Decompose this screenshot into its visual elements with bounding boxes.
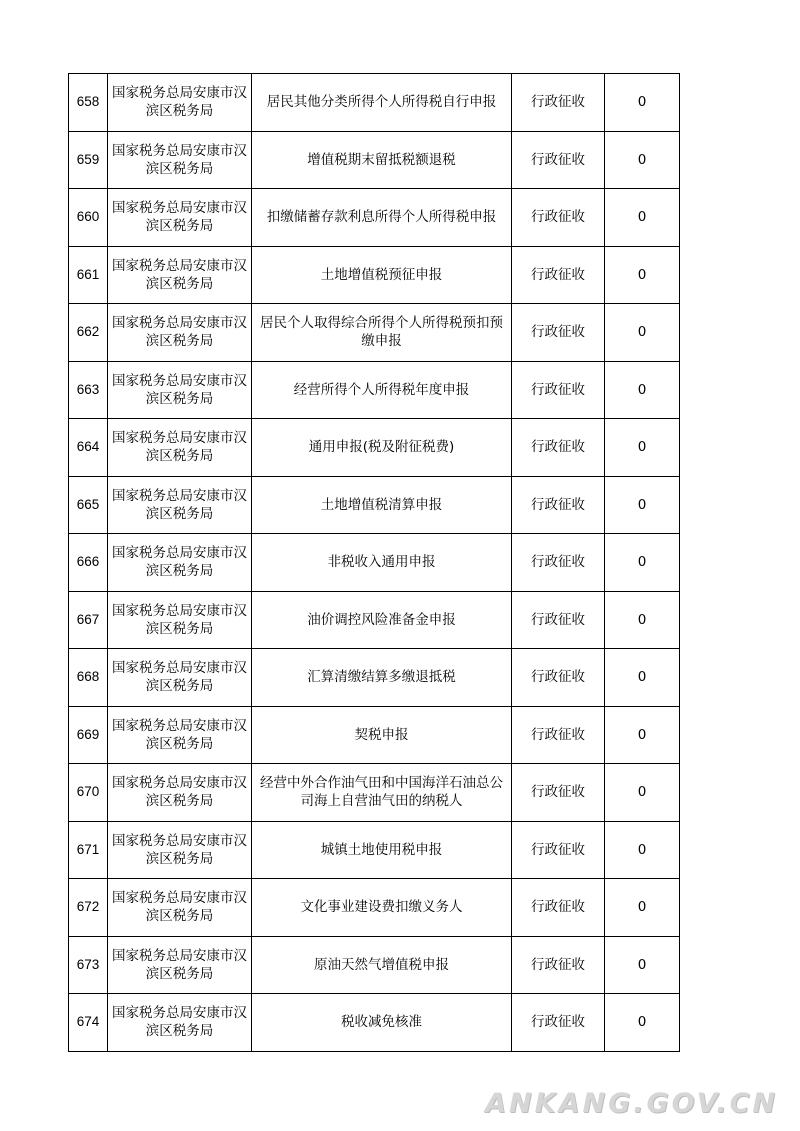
agency-cell: 国家税务总局安康市汉滨区税务局 — [108, 821, 252, 879]
agency-cell: 国家税务总局安康市汉滨区税务局 — [108, 879, 252, 937]
category-cell: 行政征收 — [512, 764, 605, 822]
category-cell: 行政征收 — [512, 591, 605, 649]
records-table-body — [69, 74, 680, 1052]
row-number-cell: 673 — [69, 936, 108, 994]
table-row — [69, 764, 680, 822]
row-number-cell: 659 — [69, 131, 108, 189]
count-cell: 0 — [605, 246, 680, 304]
agency-cell: 国家税务总局安康市汉滨区税务局 — [108, 246, 252, 304]
agency-cell: 国家税务总局安康市汉滨区税务局 — [108, 591, 252, 649]
agency-cell: 国家税务总局安康市汉滨区税务局 — [108, 534, 252, 592]
table-row — [69, 994, 680, 1052]
table-row — [69, 821, 680, 879]
agency-cell: 国家税务总局安康市汉滨区税务局 — [108, 361, 252, 419]
row-number-cell: 665 — [69, 476, 108, 534]
table-row — [69, 419, 680, 477]
category-cell: 行政征收 — [512, 936, 605, 994]
count-cell: 0 — [605, 361, 680, 419]
service-item-cell: 扣缴储蓄存款利息所得个人所得税申报 — [252, 189, 512, 247]
table-row — [69, 476, 680, 534]
row-number-cell: 658 — [69, 74, 108, 132]
category-cell: 行政征收 — [512, 534, 605, 592]
row-number-cell: 668 — [69, 649, 108, 707]
category-cell: 行政征收 — [512, 361, 605, 419]
count-cell: 0 — [605, 131, 680, 189]
category-cell: 行政征收 — [512, 304, 605, 362]
row-number-cell: 674 — [69, 994, 108, 1052]
category-cell: 行政征收 — [512, 189, 605, 247]
row-number-cell: 667 — [69, 591, 108, 649]
service-item-cell: 增值税期末留抵税额退税 — [252, 131, 512, 189]
table-row — [69, 189, 680, 247]
table-row — [69, 361, 680, 419]
service-item-cell: 居民个人取得综合所得个人所得税预扣预缴申报 — [252, 304, 512, 362]
row-number-cell: 663 — [69, 361, 108, 419]
service-item-cell: 非税收入通用申报 — [252, 534, 512, 592]
service-item-cell: 油价调控风险准备金申报 — [252, 591, 512, 649]
agency-cell: 国家税务总局安康市汉滨区税务局 — [108, 994, 252, 1052]
site-watermark: ANKANG.GOV.CN — [485, 1088, 778, 1119]
category-cell: 行政征收 — [512, 476, 605, 534]
service-item-cell: 居民其他分类所得个人所得税自行申报 — [252, 74, 512, 132]
agency-cell: 国家税务总局安康市汉滨区税务局 — [108, 74, 252, 132]
count-cell: 0 — [605, 936, 680, 994]
agency-cell: 国家税务总局安康市汉滨区税务局 — [108, 131, 252, 189]
service-item-cell: 通用申报(税及附征税费) — [252, 419, 512, 477]
count-cell: 0 — [605, 74, 680, 132]
service-item-cell: 税收减免核准 — [252, 994, 512, 1052]
table-row — [69, 936, 680, 994]
service-item-cell: 土地增值税清算申报 — [252, 476, 512, 534]
service-item-cell: 经营中外合作油气田和中国海洋石油总公司海上自营油气田的纳税人 — [252, 764, 512, 822]
row-number-cell: 670 — [69, 764, 108, 822]
category-cell: 行政征收 — [512, 246, 605, 304]
service-item-cell: 原油天然气增值税申报 — [252, 936, 512, 994]
agency-cell: 国家税务总局安康市汉滨区税务局 — [108, 476, 252, 534]
row-number-cell: 672 — [69, 879, 108, 937]
category-cell: 行政征收 — [512, 74, 605, 132]
count-cell: 0 — [605, 706, 680, 764]
service-item-cell: 经营所得个人所得税年度申报 — [252, 361, 512, 419]
service-item-cell: 土地增值税预征申报 — [252, 246, 512, 304]
count-cell: 0 — [605, 189, 680, 247]
count-cell: 0 — [605, 591, 680, 649]
row-number-cell: 662 — [69, 304, 108, 362]
agency-cell: 国家税务总局安康市汉滨区税务局 — [108, 649, 252, 707]
category-cell: 行政征收 — [512, 994, 605, 1052]
table-row — [69, 649, 680, 707]
category-cell: 行政征收 — [512, 879, 605, 937]
agency-cell: 国家税务总局安康市汉滨区税务局 — [108, 764, 252, 822]
count-cell: 0 — [605, 419, 680, 477]
table-row — [69, 534, 680, 592]
agency-cell: 国家税务总局安康市汉滨区税务局 — [108, 419, 252, 477]
count-cell: 0 — [605, 649, 680, 707]
count-cell: 0 — [605, 304, 680, 362]
table-row — [69, 131, 680, 189]
service-item-cell: 汇算清缴结算多缴退抵税 — [252, 649, 512, 707]
agency-cell: 国家税务总局安康市汉滨区税务局 — [108, 706, 252, 764]
row-number-cell: 664 — [69, 419, 108, 477]
category-cell: 行政征收 — [512, 419, 605, 477]
service-item-cell: 文化事业建设费扣缴义务人 — [252, 879, 512, 937]
row-number-cell: 661 — [69, 246, 108, 304]
row-number-cell: 660 — [69, 189, 108, 247]
row-number-cell: 671 — [69, 821, 108, 879]
table-row — [69, 304, 680, 362]
table-row — [69, 246, 680, 304]
table-row — [69, 879, 680, 937]
category-cell: 行政征收 — [512, 131, 605, 189]
category-cell: 行政征收 — [512, 706, 605, 764]
table-row — [69, 591, 680, 649]
table-row — [69, 706, 680, 764]
agency-cell: 国家税务总局安康市汉滨区税务局 — [108, 189, 252, 247]
count-cell: 0 — [605, 994, 680, 1052]
count-cell: 0 — [605, 764, 680, 822]
count-cell: 0 — [605, 476, 680, 534]
table-row — [69, 74, 680, 132]
service-item-cell: 城镇土地使用税申报 — [252, 821, 512, 879]
service-item-cell: 契税申报 — [252, 706, 512, 764]
count-cell: 0 — [605, 534, 680, 592]
category-cell: 行政征收 — [512, 821, 605, 879]
row-number-cell: 669 — [69, 706, 108, 764]
records-table — [68, 73, 680, 1052]
count-cell: 0 — [605, 821, 680, 879]
row-number-cell: 666 — [69, 534, 108, 592]
agency-cell: 国家税务总局安康市汉滨区税务局 — [108, 304, 252, 362]
agency-cell: 国家税务总局安康市汉滨区税务局 — [108, 936, 252, 994]
count-cell: 0 — [605, 879, 680, 937]
category-cell: 行政征收 — [512, 649, 605, 707]
